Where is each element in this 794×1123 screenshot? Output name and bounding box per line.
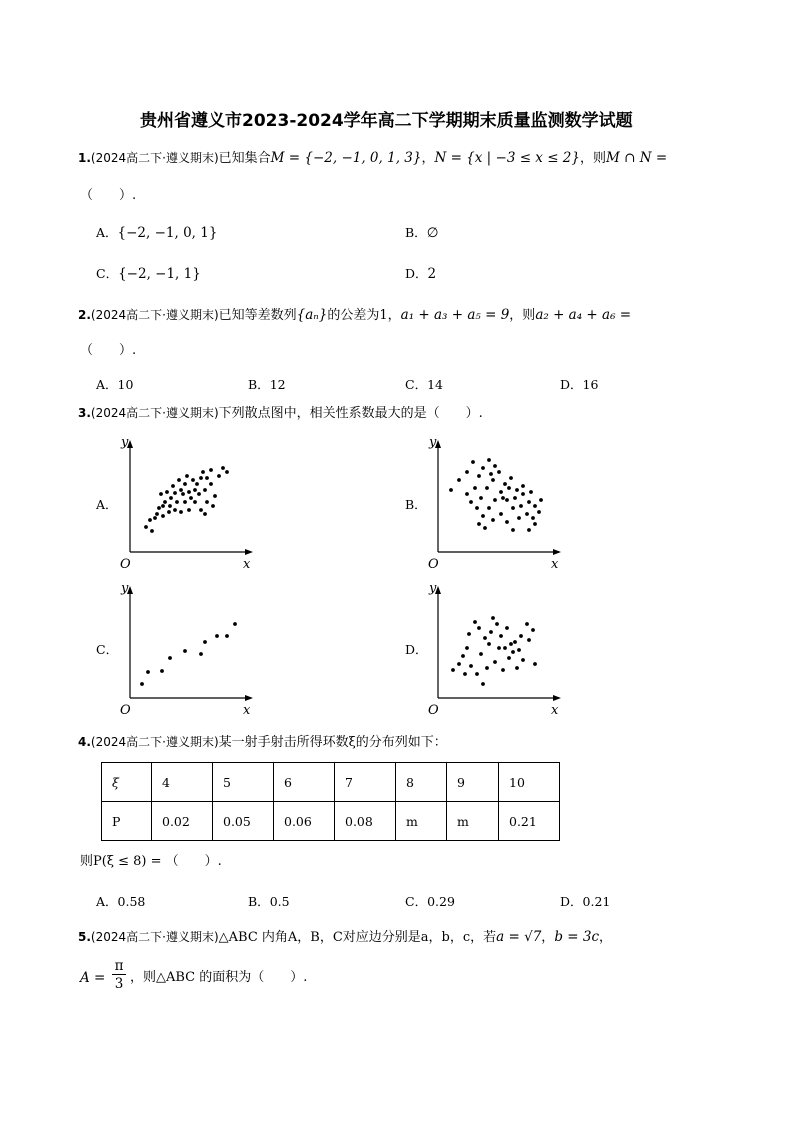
- table-cell: 0.02: [152, 802, 213, 841]
- scatter-point: [217, 474, 221, 478]
- question-stem: 某一射手射击所得环数ξ的分布列如下：: [218, 735, 447, 750]
- scatter-point: [473, 486, 477, 490]
- scatter-point: [511, 506, 515, 510]
- option-a-value: {−2, −1, 0, 1}: [117, 225, 218, 241]
- scatter-point: [201, 470, 205, 474]
- scatter-point: [497, 646, 501, 650]
- scatter-points: [451, 616, 537, 686]
- scatter-point: [183, 649, 187, 653]
- table-cell: P: [102, 802, 152, 841]
- scatter-point: [165, 490, 169, 494]
- option-d-value: 16: [582, 377, 599, 392]
- scatter-axes: [120, 435, 253, 572]
- separator: ，: [421, 151, 435, 166]
- origin-label: O: [120, 557, 131, 572]
- scatter-point: [225, 470, 229, 474]
- scatter-point: [175, 500, 179, 504]
- x-axis-label: x: [243, 557, 251, 572]
- scatter-point: [533, 522, 537, 526]
- scatter-points: [144, 466, 229, 533]
- scatter-point: [527, 528, 531, 532]
- scatter-point: [233, 622, 237, 626]
- scatter-point: [469, 664, 473, 668]
- scatter-point: [181, 492, 185, 496]
- scatter-point: [161, 514, 165, 518]
- option-c[interactable]: C．14: [405, 377, 443, 392]
- scatter-point: [513, 640, 517, 644]
- scatter-point: [209, 482, 213, 486]
- scatter-point: [225, 634, 229, 638]
- scatter-point: [515, 488, 519, 492]
- x-axis-arrow: [245, 695, 253, 701]
- answer-blank: （ ）.: [80, 343, 137, 358]
- question-stem-cont-2: ，则: [509, 308, 536, 323]
- option-a[interactable]: A．0.58: [96, 894, 146, 909]
- question-1: [78, 149, 667, 168]
- scatter-point: [481, 466, 485, 470]
- question-stem: △ABC 内角A，B，C对应边分别是a，b，c，若: [218, 930, 497, 945]
- condition-formula: a₁ + a₃ + a₅ = 9: [400, 307, 510, 323]
- scatter-points: [140, 622, 237, 686]
- condition-a-formula: a = √7: [496, 929, 542, 945]
- x-axis-label: x: [551, 703, 559, 718]
- question-4: [78, 733, 447, 752]
- scatter-point: [493, 498, 497, 502]
- angle-formula-lhs: A =: [80, 970, 106, 986]
- scatter-axes: [428, 581, 561, 718]
- question-stem: 下列散点图中，相关性系数最大的是（ ）.: [218, 406, 483, 421]
- question-stem: 已知集合: [218, 151, 271, 166]
- scatter-point: [505, 626, 509, 630]
- angle-fraction: [112, 958, 126, 993]
- option-c[interactable]: C．0.29: [405, 894, 455, 909]
- table-cell: 0.21: [499, 802, 560, 841]
- question-stem-cont: 的公差为1，: [327, 308, 401, 323]
- option-c-value: 0.29: [427, 894, 455, 909]
- page-title: 贵州省遵义市2023-2024学年高二下学期期末质量监测数学试题: [140, 111, 633, 131]
- option-b-value: 0.5: [269, 894, 290, 909]
- scatter-point: [485, 486, 489, 490]
- scatter-points: [449, 458, 543, 532]
- scatter-point: [467, 632, 471, 636]
- scatter-point: [197, 492, 201, 496]
- scatter-plot-a[interactable]: [115, 432, 260, 572]
- question-4-ask: 则P(ξ ≤ 8) = （ ）.: [80, 854, 222, 869]
- scatter-point: [159, 492, 163, 496]
- option-a-value: 10: [117, 377, 134, 392]
- scatter-point: [533, 662, 537, 666]
- separator: ，: [599, 930, 613, 945]
- table-cell: 8: [396, 763, 447, 802]
- table-cell: 10: [499, 763, 560, 802]
- option-b[interactable]: B．∅: [405, 225, 439, 241]
- scatter-point: [193, 488, 197, 492]
- scatter-point: [148, 518, 152, 522]
- scatter-point: [173, 508, 177, 512]
- scatter-plot-d[interactable]: [423, 578, 568, 718]
- option-a[interactable]: A．{−2, −1, 0, 1}: [96, 225, 218, 241]
- scatter-point: [501, 496, 505, 500]
- scatter-point: [457, 662, 461, 666]
- table-cell: m: [447, 802, 499, 841]
- source-tag: (2024高二下·遵义期末): [90, 930, 219, 944]
- fraction-denominator: 3: [114, 976, 124, 992]
- scatter-point: [477, 522, 481, 526]
- option-b[interactable]: B．0.5: [248, 894, 290, 909]
- scatter-point: [451, 668, 455, 672]
- scatter-point: [477, 626, 481, 630]
- scatter-point: [501, 668, 505, 672]
- scatter-point: [489, 472, 493, 476]
- scatter-point: [461, 654, 465, 658]
- scatter-point: [475, 506, 479, 510]
- scatter-point: [483, 526, 487, 530]
- scatter-point: [471, 460, 475, 464]
- scatter-plot-b[interactable]: [423, 432, 568, 572]
- scatter-point: [487, 506, 491, 510]
- scatter-point: [527, 638, 531, 642]
- scatter-point: [449, 488, 453, 492]
- y-axis-label: y: [429, 581, 437, 596]
- scatter-axes: [428, 435, 561, 572]
- x-axis-label: x: [551, 557, 559, 572]
- scatter-point: [160, 669, 164, 673]
- scatter-point: [499, 512, 503, 516]
- scatter-point: [533, 504, 537, 508]
- scatter-point: [155, 512, 159, 516]
- table-row: [102, 763, 560, 802]
- scatter-point: [481, 514, 485, 518]
- question-5: [78, 928, 612, 947]
- scatter-point: [163, 500, 167, 504]
- scatter-point: [493, 464, 497, 468]
- scatter-point: [221, 466, 225, 470]
- scatter-point: [507, 486, 511, 490]
- target-formula: a₂ + a₄ + a₆ =: [535, 307, 632, 323]
- scatter-point: [481, 682, 485, 686]
- scatter-point: [161, 504, 165, 508]
- question-number: 5.: [78, 930, 91, 944]
- scatter-point: [140, 682, 144, 686]
- scatter-point: [193, 500, 197, 504]
- scatter-point: [485, 666, 489, 670]
- scatter-point: [525, 512, 529, 516]
- scatter-point: [525, 622, 529, 626]
- source-tag: (2024高二下·遵义期末): [90, 735, 219, 749]
- scatter-point: [203, 512, 207, 516]
- scatter-point: [517, 648, 521, 652]
- question-stem-cont: ，则: [580, 151, 607, 166]
- option-d[interactable]: D．0.21: [560, 894, 611, 909]
- scatter-point: [150, 529, 154, 533]
- answer-blank: （ ）.: [80, 188, 137, 203]
- scatter-point: [521, 484, 525, 488]
- scatter-point: [168, 656, 172, 660]
- scatter-point: [167, 510, 171, 514]
- scatter-point: [469, 500, 473, 504]
- set-n-formula: N = {x | −3 ≤ x ≤ 2}: [434, 150, 580, 166]
- x-axis-arrow: [553, 549, 561, 555]
- scatter-axes: [120, 581, 253, 718]
- scatter-point: [529, 490, 533, 494]
- option-c[interactable]: C．{−2, −1, 1}: [96, 266, 201, 282]
- scatter-point: [499, 634, 503, 638]
- source-tag: (2024高二下·遵义期末): [90, 308, 219, 322]
- scatter-point: [183, 500, 187, 504]
- scatter-point: [205, 500, 209, 504]
- table-cell: 7: [335, 763, 396, 802]
- x-axis-label: x: [243, 703, 251, 718]
- scatter-point: [187, 490, 191, 494]
- scatter-point: [195, 482, 199, 486]
- scatter-point: [169, 496, 173, 500]
- scatter-point: [483, 636, 487, 640]
- origin-label: O: [428, 703, 439, 718]
- scatter-point: [173, 491, 177, 495]
- scatter-point: [465, 470, 469, 474]
- scatter-point: [517, 516, 521, 520]
- scatter-point: [465, 646, 469, 650]
- scatter-plot-c[interactable]: [115, 578, 260, 718]
- option-b-value: 12: [269, 377, 286, 392]
- table-cell: 6: [274, 763, 335, 802]
- scatter-point: [479, 652, 483, 656]
- scatter-point: [177, 478, 181, 482]
- question-stem: 已知等差数列: [218, 308, 297, 323]
- scatter-point: [171, 484, 175, 488]
- option-d-value: 0.21: [582, 894, 611, 909]
- option-a[interactable]: A．10: [96, 377, 134, 392]
- scatter-point: [513, 496, 517, 500]
- x-axis-arrow: [245, 549, 253, 555]
- option-b-value: ∅: [426, 225, 439, 241]
- scatter-point: [463, 672, 467, 676]
- question-3: [78, 404, 483, 423]
- scatter-point: [515, 666, 519, 670]
- question-stem-cont: ，则△ABC 的面积为（ ）.: [130, 970, 308, 985]
- scatter-point: [495, 622, 499, 626]
- scatter-point: [531, 516, 535, 520]
- scatter-point: [505, 498, 509, 502]
- scatter-point: [153, 516, 157, 520]
- scatter-point: [497, 470, 501, 474]
- scatter-point: [521, 658, 525, 662]
- scatter-point: [213, 494, 217, 498]
- scatter-point: [179, 510, 183, 514]
- scatter-point: [205, 476, 209, 480]
- scatter-point: [493, 660, 497, 664]
- distribution-table: [101, 762, 560, 841]
- table-cell: m: [396, 802, 447, 841]
- scatter-point: [465, 492, 469, 496]
- scatter-point: [183, 482, 187, 486]
- scatter-point: [503, 646, 507, 650]
- scatter-point: [185, 474, 189, 478]
- scatter-point: [527, 500, 531, 504]
- scatter-point: [539, 498, 543, 502]
- scatter-point: [509, 642, 513, 646]
- separator: ，: [541, 930, 555, 945]
- scatter-point: [157, 506, 161, 510]
- scatter-point: [215, 634, 219, 638]
- scatter-point: [473, 620, 477, 624]
- set-m-formula: M = {−2, −1, 0, 1, 3}: [270, 150, 422, 166]
- y-axis-label: y: [121, 581, 129, 596]
- scatter-point: [168, 504, 172, 508]
- question-number: 1.: [78, 151, 91, 165]
- scatter-point: [491, 478, 495, 482]
- scatter-point: [489, 630, 493, 634]
- scatter-point: [531, 628, 535, 632]
- option-c[interactable]: C．: [96, 642, 119, 657]
- table-cell: 0.06: [274, 802, 335, 841]
- scatter-point: [503, 482, 507, 486]
- scatter-point: [511, 650, 515, 654]
- option-d[interactable]: D．16: [560, 377, 599, 392]
- table-cell: 5: [213, 763, 274, 802]
- question-number: 3.: [78, 406, 91, 420]
- scatter-point: [199, 508, 203, 512]
- scatter-point: [507, 656, 511, 660]
- sequence-formula: {aₙ}: [296, 307, 328, 323]
- scatter-point: [457, 478, 461, 482]
- scatter-point: [491, 616, 495, 620]
- table-cell: 0.05: [213, 802, 274, 841]
- y-axis-label: y: [121, 435, 129, 450]
- scatter-point: [509, 476, 513, 480]
- scatter-point: [521, 492, 525, 496]
- fraction-numerator: π: [112, 958, 126, 975]
- source-tag: (2024高二下·遵义期末): [90, 406, 219, 420]
- scatter-point: [199, 476, 203, 480]
- scatter-point: [209, 468, 213, 472]
- question-2: [78, 306, 631, 325]
- y-axis-label: y: [429, 435, 437, 450]
- option-d-value: 2: [427, 266, 437, 282]
- scatter-point: [189, 496, 193, 500]
- scatter-point: [519, 504, 523, 508]
- scatter-point: [203, 640, 207, 644]
- table-row: [102, 802, 560, 841]
- table-cell: 0.08: [335, 802, 396, 841]
- option-b[interactable]: B．12: [248, 377, 286, 392]
- option-c-value: {−2, −1, 1}: [118, 266, 201, 282]
- scatter-point: [475, 672, 479, 676]
- option-c-value: 14: [427, 377, 443, 392]
- scatter-point: [537, 510, 541, 514]
- option-d[interactable]: D．: [405, 642, 428, 657]
- option-b[interactable]: B．: [405, 497, 427, 512]
- x-axis-arrow: [553, 695, 561, 701]
- scatter-point: [179, 488, 183, 492]
- option-a[interactable]: A．: [96, 497, 118, 512]
- scatter-point: [146, 670, 150, 674]
- scatter-point: [187, 508, 191, 512]
- source-tag: (2024高二下·遵义期末): [90, 151, 219, 165]
- scatter-point: [144, 525, 148, 529]
- table-cell: 4: [152, 763, 213, 802]
- scatter-point: [491, 518, 495, 522]
- option-a-value: 0.58: [117, 894, 146, 909]
- scatter-point: [499, 490, 503, 494]
- question-number: 2.: [78, 308, 91, 322]
- scatter-point: [477, 474, 481, 478]
- intersection-formula: M ∩ N =: [606, 150, 668, 166]
- option-d[interactable]: D．2: [405, 266, 437, 282]
- scatter-point: [487, 458, 491, 462]
- table-cell: 9: [447, 763, 499, 802]
- origin-label: O: [120, 703, 131, 718]
- table-cell: ξ: [102, 763, 152, 802]
- scatter-point: [505, 520, 509, 524]
- condition-b-formula: b = 3c: [554, 929, 599, 945]
- scatter-point: [519, 634, 523, 638]
- question-number: 4.: [78, 735, 91, 749]
- scatter-point: [479, 496, 483, 500]
- scatter-point: [211, 504, 215, 508]
- origin-label: O: [428, 557, 439, 572]
- scatter-point: [203, 488, 207, 492]
- scatter-point: [511, 528, 515, 532]
- scatter-point: [199, 652, 203, 656]
- scatter-point: [487, 642, 491, 646]
- scatter-point: [191, 478, 195, 482]
